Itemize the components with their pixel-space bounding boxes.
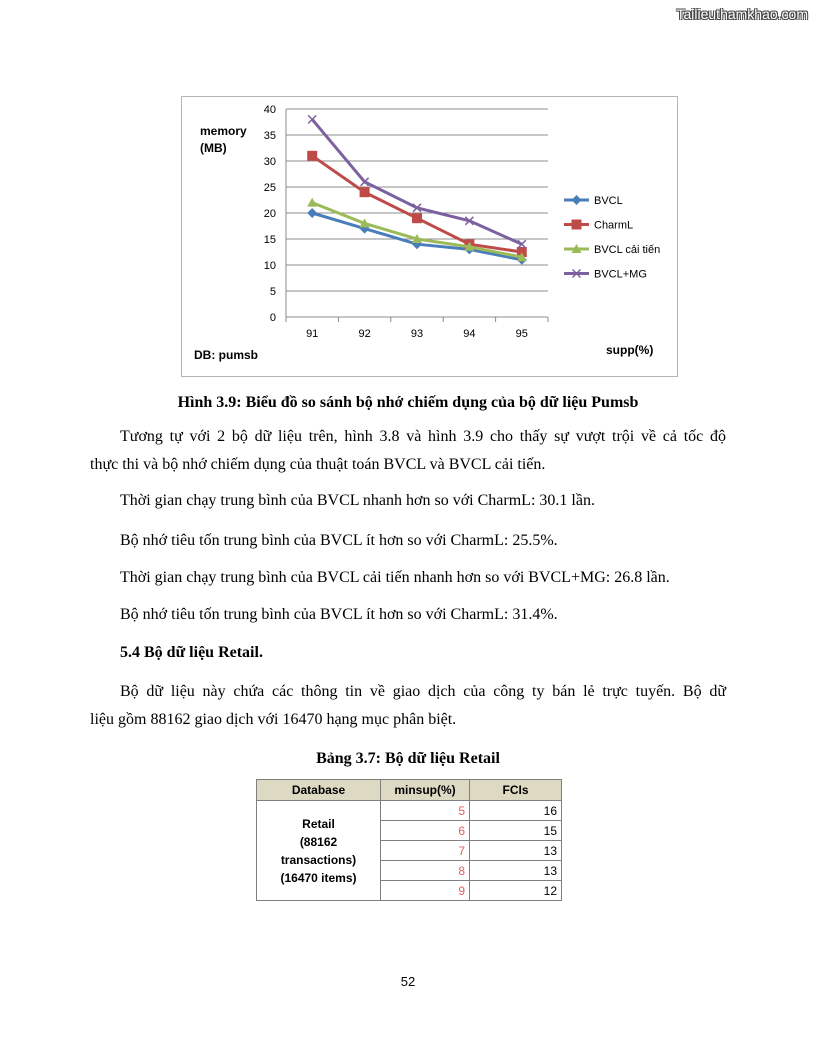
retail-table (256, 779, 562, 901)
database-transactions-label: transactions) (280, 852, 357, 867)
paragraph-line: Tương tự với 2 bộ dữ liệu trên, hình 3.8 và hình 3.9 cho thấy sự vượt trội về cả tốc độ (120, 428, 726, 445)
summary-line-2: Bộ nhớ tiêu tốn trung bình của BVCL ít hơn so với CharmL: 25.5%. (120, 532, 558, 549)
data-point (307, 198, 317, 207)
database-items: (16470 items) (280, 870, 357, 885)
paragraph-line: thực thi và bộ nhớ chiếm dụng của thuật toán BVCL và BVCL cải tiến. (90, 456, 546, 473)
summary-line-4: Bộ nhớ tiêu tốn trung bình của BVCL ít hơn so với CharmL: 31.4%. (120, 606, 558, 623)
y-tick-label: 35 (263, 130, 276, 142)
y-tick-label: 25 (263, 182, 276, 194)
paragraph-line: liệu gồm 88162 giao dịch với 16470 hạng mục phân biệt. (90, 711, 457, 728)
figure-caption: Hình 3.9: Biểu đồ so sánh bộ nhớ chiếm dụng của bộ dữ liệu Pumsb (177, 394, 639, 411)
y-axis-label: memory (200, 124, 247, 138)
x-tick-label: 94 (463, 328, 476, 340)
db-label: DB: pumsb (194, 348, 258, 362)
header-minsup: minsup(%) (381, 780, 470, 801)
legend-label: CharmL (594, 219, 634, 232)
paragraph-comparison (90, 423, 726, 479)
watermark: Tailieuthamkhao.com (676, 6, 808, 22)
legend-marker (572, 220, 582, 230)
x-tick-label: 93 (410, 328, 424, 340)
x-tick-label: 92 (358, 328, 371, 340)
paragraph-line: Bộ dữ liệu này chứa các thông tin về giao dịch của công ty bán lẻ trực tuyến. Bộ dữ (120, 683, 726, 700)
y-tick-label: 15 (263, 234, 276, 246)
fcis-cell: 13 (470, 861, 562, 881)
x-tick-label: 91 (306, 328, 319, 340)
minsup-cell: 8 (381, 861, 470, 881)
y-tick-label: 30 (263, 156, 276, 168)
y-tick-label: 5 (269, 286, 276, 298)
database-cell (257, 801, 381, 901)
minsup-cell: 5 (381, 801, 470, 821)
paragraph-retail (90, 678, 726, 734)
y-axis-label: (MB) (200, 141, 227, 155)
fcis-cell: 12 (470, 881, 562, 901)
y-tick-label: 0 (269, 312, 276, 324)
x-tick-label: 95 (515, 328, 528, 340)
section-heading: 5.4 Bộ dữ liệu Retail. (120, 644, 263, 661)
summary-line-3: Thời gian chạy trung bình của BVCL cải tiến nhanh hơn so với BVCL+MG: 26.8 lần. (120, 569, 670, 586)
table-caption: Bảng 3.7: Bộ dữ liệu Retail (316, 750, 500, 767)
x-axis-label: supp(%) (606, 343, 654, 357)
data-point (360, 187, 370, 197)
header-database: Database (257, 780, 381, 801)
minsup-cell: 6 (381, 821, 470, 841)
summary-line-1: Thời gian chạy trung bình của BVCL nhanh hơn so với CharmL: 30.1 lần. (120, 492, 595, 509)
chart-svg (182, 97, 679, 378)
table-row (257, 801, 562, 821)
y-tick-label: 20 (263, 208, 276, 220)
data-point (307, 208, 317, 218)
header-fcis: FCIs (470, 780, 562, 801)
legend-label: BVCL cải tiến (594, 244, 661, 256)
y-tick-label: 10 (263, 260, 276, 272)
fcis-cell: 13 (470, 841, 562, 861)
table-header-row (257, 780, 562, 801)
legend-marker (572, 195, 582, 205)
legend-label: BVCL (594, 195, 623, 207)
database-name: Retail (302, 816, 335, 831)
database-transactions: (88162 (299, 834, 338, 849)
data-point (412, 213, 422, 223)
y-tick-label: 40 (263, 104, 276, 116)
page-number: 52 (400, 974, 416, 989)
legend-label: BVCL+MG (594, 268, 647, 281)
data-point (308, 115, 316, 123)
minsup-cell: 9 (381, 881, 470, 901)
fcis-cell: 16 (470, 801, 562, 821)
memory-chart (181, 96, 678, 377)
data-point (307, 151, 317, 161)
fcis-cell: 15 (470, 821, 562, 841)
minsup-cell: 7 (381, 841, 470, 861)
series-line (312, 119, 522, 244)
